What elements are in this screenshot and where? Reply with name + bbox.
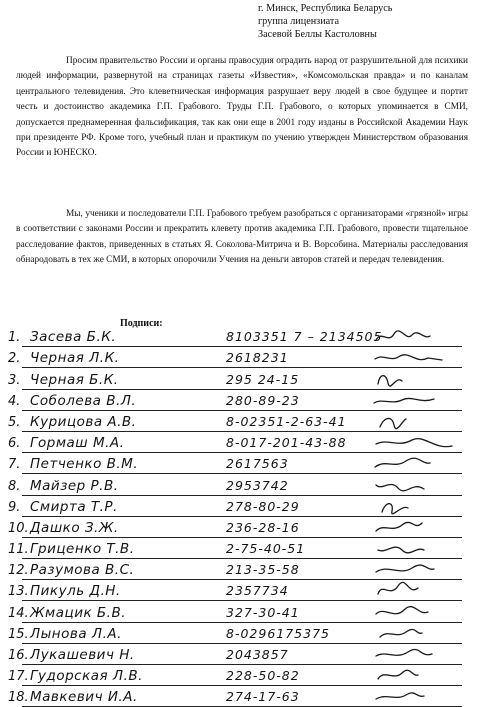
handwritten-signature — [372, 411, 462, 431]
signatory-name: Курицова А.В. — [30, 413, 137, 430]
handwritten-signature — [372, 602, 462, 622]
signature-row — [8, 432, 462, 453]
handwritten-signature — [372, 326, 462, 346]
signatory-phone: 8-0296175375 — [226, 625, 330, 641]
signature-row — [8, 390, 462, 411]
signatory-name: Соболева В.Л. — [30, 392, 137, 409]
signatory-phone: 274-17-63 — [226, 689, 300, 705]
handwritten-signature — [372, 686, 462, 706]
signatory-name: Лынова Л.А. — [30, 625, 122, 642]
signatory-phone: 213-35-58 — [226, 562, 300, 578]
signature-row — [8, 453, 462, 474]
signatory-phone: 236-28-16 — [226, 519, 300, 535]
signatory-phone: 2-75-40-51 — [226, 541, 306, 557]
signature-number: 16. — [8, 648, 29, 663]
signature-list — [0, 326, 480, 707]
signature-number: 3. — [8, 372, 21, 388]
signatory-phone: 8-02351-2-63-41 — [226, 413, 347, 429]
handwritten-signature — [372, 347, 462, 367]
signatory-phone: 2357734 — [226, 583, 289, 599]
handwritten-signature — [372, 580, 462, 600]
signature-number: 9. — [8, 499, 21, 515]
signatory-phone: 8103351 7 – 2134505 — [226, 329, 383, 345]
signatory-name: Лукашевич Н. — [30, 647, 135, 663]
signature-number: 8. — [8, 478, 21, 494]
signature-row — [8, 474, 462, 495]
letter-header — [258, 2, 392, 41]
signatory-phone: 2617563 — [226, 456, 289, 472]
signature-number: 7. — [8, 457, 21, 473]
signatory-phone: 280-89-23 — [226, 392, 300, 408]
handwritten-signature — [372, 559, 462, 579]
signature-row — [8, 347, 462, 368]
signatory-name: Черная Б.К. — [30, 371, 119, 388]
signature-number: 17. — [8, 669, 29, 685]
header-city: г. Минск, Республика Беларусь — [258, 3, 393, 14]
handwritten-signature — [372, 538, 462, 558]
signatory-name: Черная Л.К. — [30, 350, 120, 367]
handwritten-signature — [372, 475, 462, 495]
signatory-name: Мавкевич И.А. — [30, 689, 138, 706]
signature-number: 13. — [8, 584, 29, 600]
signatory-phone: 295 24-15 — [226, 371, 300, 387]
signature-number: 1. — [8, 330, 21, 346]
signature-number: 11. — [8, 542, 29, 558]
signature-row — [8, 559, 462, 580]
signatures-title: Подписи: — [120, 318, 163, 329]
signatory-name: Петченко В.М. — [30, 456, 139, 473]
signature-number: 2. — [8, 351, 21, 367]
signature-number: 12. — [8, 563, 29, 579]
header-group: группа лицензиата — [258, 16, 339, 27]
signature-row — [8, 326, 462, 347]
signature-row — [8, 665, 462, 686]
signature-number: 5. — [8, 414, 21, 430]
signature-number: 6. — [8, 436, 21, 452]
signature-row — [8, 538, 462, 559]
handwritten-signature — [372, 665, 462, 685]
handwritten-signature — [372, 623, 462, 643]
handwritten-signature — [372, 369, 462, 389]
signature-row — [8, 580, 462, 601]
signature-number: 4. — [8, 393, 21, 409]
signatory-phone: 327-30-41 — [226, 604, 300, 620]
signatory-phone: 2043857 — [226, 647, 289, 662]
petition-paragraph-1: Просим правительство России и органы правосудия оградить народ от разрушительной для психики людей информации, развернутой на страницах газеты «Известия», «Комсомольская правда» и по каналам центрального телевидения. Это клеветническая информация разрушает веру людей в свое будущее и портит честь и достоинство академика Г.П. Грабового. Труды Г.П. Грабового, о которых упоминается в СМИ, допускается преднамеренная фальсификация, так как они еще в 2001 году изданы в Российской Академии Наук при президенте РФ. Кроме того, учебный план и практикум по учению утвержден Министерством образования России и ЮНЕСКО. — [16, 56, 468, 159]
signature-row — [8, 517, 462, 538]
signatory-name: Жмацик Б.В. — [30, 604, 127, 621]
signatory-phone: 8-017-201-43-88 — [226, 435, 347, 451]
signatory-name: Гудорская Л.В. — [30, 668, 143, 685]
handwritten-signature — [372, 453, 462, 473]
signatory-phone: 228-50-82 — [226, 668, 300, 684]
petition-paragraph-2: Мы, ученики и последователи Г.П. Грабового требуем разобраться с организаторами «грязной» игры в соответствии с законами России и прекратить клевету против академика Г.П. Грабового, провести тщательное расследование фактов, приведенных в статьях Я. Соколова-Митрича и В. Ворсобина. Материалы расследования обнародовать в тех же СМИ, в которых опорочили Учения на деньги авторов статей и передач телевидения. — [16, 209, 468, 266]
handwritten-signature — [372, 496, 462, 516]
signatory-name: Пикуль Д.Н. — [30, 583, 121, 600]
signature-row — [8, 686, 462, 707]
signature-number: 18. — [8, 690, 29, 706]
handwritten-signature — [372, 432, 462, 452]
signature-number: 14. — [8, 605, 29, 621]
signature-row — [8, 411, 462, 432]
signature-row — [8, 368, 462, 389]
signatory-name: Смирта Т.Р. — [30, 498, 118, 515]
signatory-phone: 2953742 — [226, 477, 289, 493]
handwritten-signature — [372, 644, 462, 664]
handwritten-signature — [372, 390, 462, 410]
signatory-phone: 2618231 — [226, 350, 289, 366]
signature-number: 15. — [8, 626, 29, 642]
signature-row — [8, 601, 462, 622]
signatory-name: Майзер Р.В. — [30, 477, 119, 494]
signature-row — [8, 644, 462, 665]
signatory-phone: 278-80-29 — [226, 498, 300, 514]
signatory-name: Засева Б.К. — [30, 329, 117, 346]
signature-number: 10. — [8, 520, 29, 536]
signatory-name: Гормаш М.А. — [30, 435, 125, 452]
header-licensee: Засевой Беллы Кастоловны — [258, 29, 377, 40]
signatory-name: Гриценко Т.В. — [30, 541, 135, 558]
signatory-name: Дашко З.Ж. — [30, 519, 119, 536]
signatory-name: Разумова В.С. — [30, 562, 135, 579]
handwritten-signature — [372, 517, 462, 537]
signature-row — [8, 496, 462, 517]
signature-row — [8, 623, 462, 644]
